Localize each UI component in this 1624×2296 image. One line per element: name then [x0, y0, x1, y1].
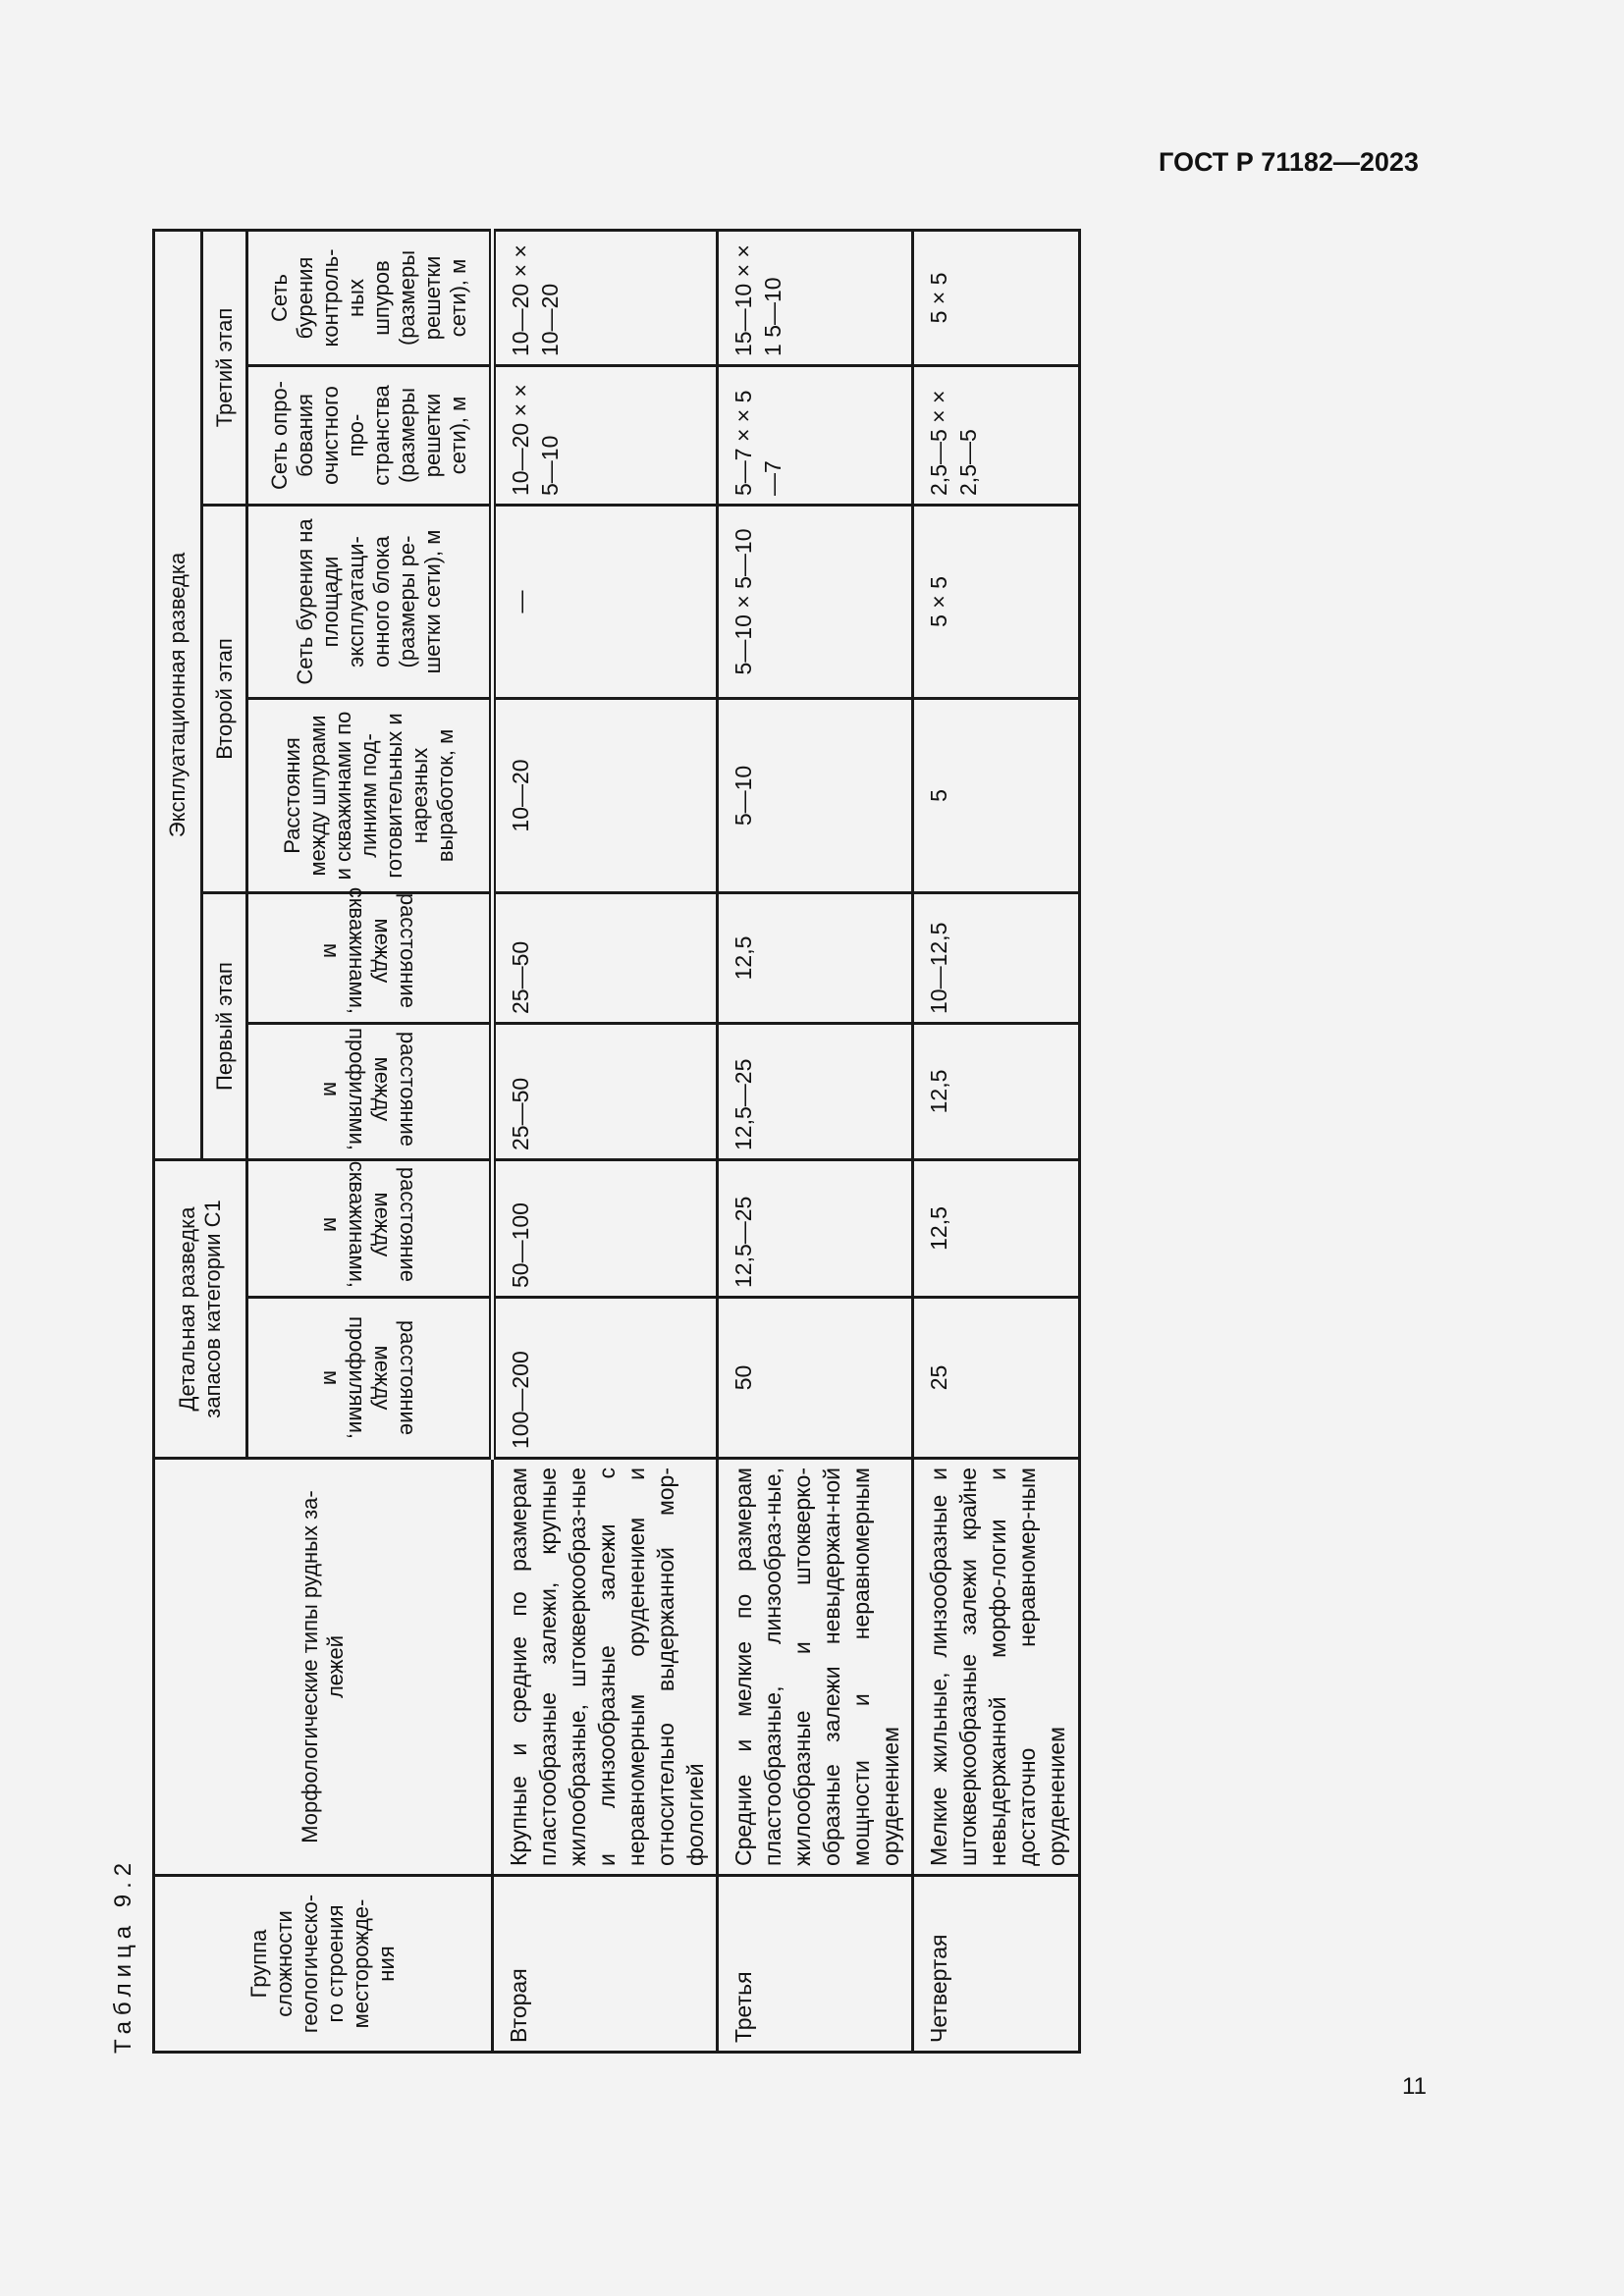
subheader: Сеть бурения на площади эксплуатаци-онного блока (размеры ре-шетки сети), м	[247, 505, 493, 698]
cell-group: Вторая	[493, 1876, 718, 2053]
header-exploitation: Эксплуатационная разведка	[154, 230, 202, 1159]
cell-value: 10—20 × × 5—10	[493, 365, 718, 505]
cell-value: 25—50	[493, 1023, 718, 1159]
subheader: расстояние между профилями, м	[247, 1023, 493, 1159]
cell-value: 5	[913, 698, 1080, 892]
table-row	[913, 230, 1080, 2052]
rotated-table-wrapper	[152, 232, 1077, 2054]
standard-number: ГОСТ Р 71182—2023	[1159, 147, 1419, 177]
cell-group: Четвертая	[913, 1876, 1080, 2053]
cell-value: 12,5—25	[718, 1023, 913, 1159]
cell-value: 5—7 × × 5—7	[718, 365, 913, 505]
subheader: расстояние между профилями, м	[247, 1298, 493, 1459]
cell-value: 12,5	[913, 1159, 1080, 1297]
cell-value: 15—10 × × 1 5—10	[718, 230, 913, 365]
table-row	[718, 230, 913, 2052]
cell-value: 25	[913, 1298, 1080, 1459]
cell-group: Третья	[718, 1876, 913, 2053]
cell-value: 5—10 × 5—10	[718, 505, 913, 698]
subheader: расстояние между скважинами, м	[247, 1159, 493, 1297]
subheader: Сеть бурения контроль-ных шпуров (размеры решетки сети), м	[247, 230, 493, 365]
subheader: Расстояния между шпурами и скважинами по линиям под-готовительных и нарезных выработок, м	[247, 698, 493, 892]
header-morph: Морфологические типы рудных за-лежей	[154, 1459, 493, 1876]
header-stage1: Первый этап	[202, 892, 247, 1159]
cell-value: —	[493, 505, 718, 698]
table-caption: Таблица 9.2	[110, 1856, 136, 2054]
subheader: Сеть опро-бования очистного про-странства (размеры решетки сети), м	[247, 365, 493, 505]
cell-morph: Средние и мелкие по размерам пластообразные, линзообраз-ные, жилообразные и штокверко-образные залежи невыдержан-ной мощности и неравномерным оруденением	[718, 1459, 913, 1876]
cell-value: 12,5	[718, 892, 913, 1023]
cell-value: 5 × 5	[913, 230, 1080, 365]
header-group: Группа сложности геологическо-го строения месторожде-ния	[154, 1876, 493, 2053]
table-9-2	[152, 229, 1081, 2054]
subheader: расстояние между скважинами, м	[247, 892, 493, 1023]
cell-value: 10—20 × × 10—20	[493, 230, 718, 365]
table-row	[493, 230, 718, 2052]
cell-value: 12,5	[913, 1023, 1080, 1159]
cell-morph: Мелкие жильные, линзообразные и штокверкообразные залежи крайне невыдержанной морфо-логии и достаточно неравномер-ным оруденением	[913, 1459, 1080, 1876]
cell-value: 50—100	[493, 1159, 718, 1297]
header-detailed: Детальная разведка запасов категории С1	[154, 1159, 247, 1458]
cell-value: 10—12,5	[913, 892, 1080, 1023]
cell-value: 12,5—25	[718, 1159, 913, 1297]
page-number: 11	[1402, 2073, 1427, 2100]
cell-value: 10—20	[493, 698, 718, 892]
cell-value: 25—50	[493, 892, 718, 1023]
header-stage2: Второй этап	[202, 505, 247, 892]
cell-value: 100—200	[493, 1298, 718, 1459]
cell-value: 5 × 5	[913, 505, 1080, 698]
cell-value: 2,5—5 × × 2,5—5	[913, 365, 1080, 505]
cell-value: 50	[718, 1298, 913, 1459]
cell-value: 5—10	[718, 698, 913, 892]
cell-morph: Крупные и средние по размерам пластообразные залежи, крупные жилообразные, штокверкообраз-ные и линзообразные залежи с неравномерным оруденением и относительно выдержанной мор-фологией	[493, 1459, 718, 1876]
header-stage3: Третий этап	[202, 230, 247, 505]
